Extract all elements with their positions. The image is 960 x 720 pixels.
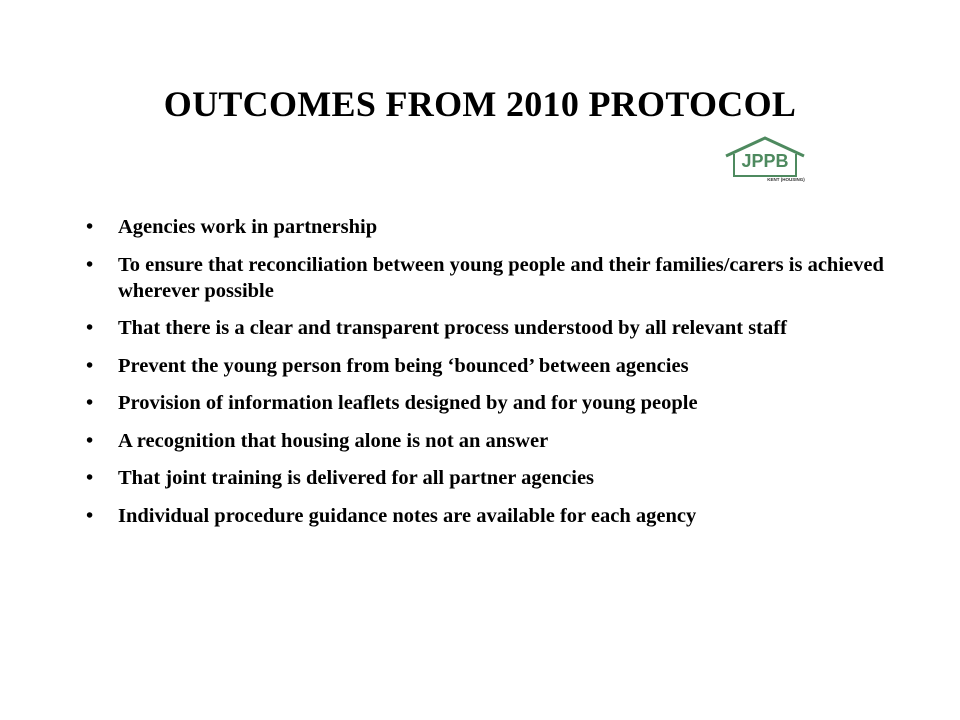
bullet-marker: • (86, 317, 94, 339)
bullet-list (84, 214, 904, 540)
bullet-text: Prevent the young person from being ‘bounced’ between agencies (118, 354, 689, 377)
bullet-text: That there is a clear and transparent process understood by all relevant staff (118, 317, 787, 339)
bullet-marker: • (86, 253, 94, 276)
bullet-marker: • (86, 467, 94, 489)
bullet-text: Agencies work in partnership (118, 216, 378, 238)
bullet-text: That joint training is delivered for all partner agencies (118, 467, 595, 489)
logo-subtext: KENT (HOUSING) (767, 177, 805, 182)
logo-text: JPPB (741, 151, 789, 171)
bullet-marker: • (86, 429, 94, 452)
bullet-text: To ensure that reconciliation between young people and their families/carers is achieved wherever possible (118, 253, 884, 302)
bullet-marker: • (86, 504, 94, 527)
bullet-text: Provision of information leaflets designed by and for young people (118, 392, 698, 414)
bullet-marker: • (86, 392, 94, 414)
bullet-text: A recognition that housing alone is not an answer (118, 429, 549, 452)
bullet-item (84, 353, 904, 379)
bullet-item (84, 390, 904, 416)
bullet-item (84, 214, 904, 240)
bullet-item (84, 503, 904, 529)
bullet-marker: • (86, 354, 94, 377)
bullet-text: Individual procedure guidance notes are available for each agency (118, 504, 697, 527)
bullet-marker: • (86, 216, 94, 238)
bullet-item (84, 428, 904, 454)
slide-title: OUTCOMES FROM 2010 PROTOCOL (163, 84, 797, 124)
jppb-logo (722, 136, 808, 184)
bullet-item (84, 315, 904, 341)
bullet-item (84, 252, 904, 304)
bullet-item (84, 465, 904, 491)
